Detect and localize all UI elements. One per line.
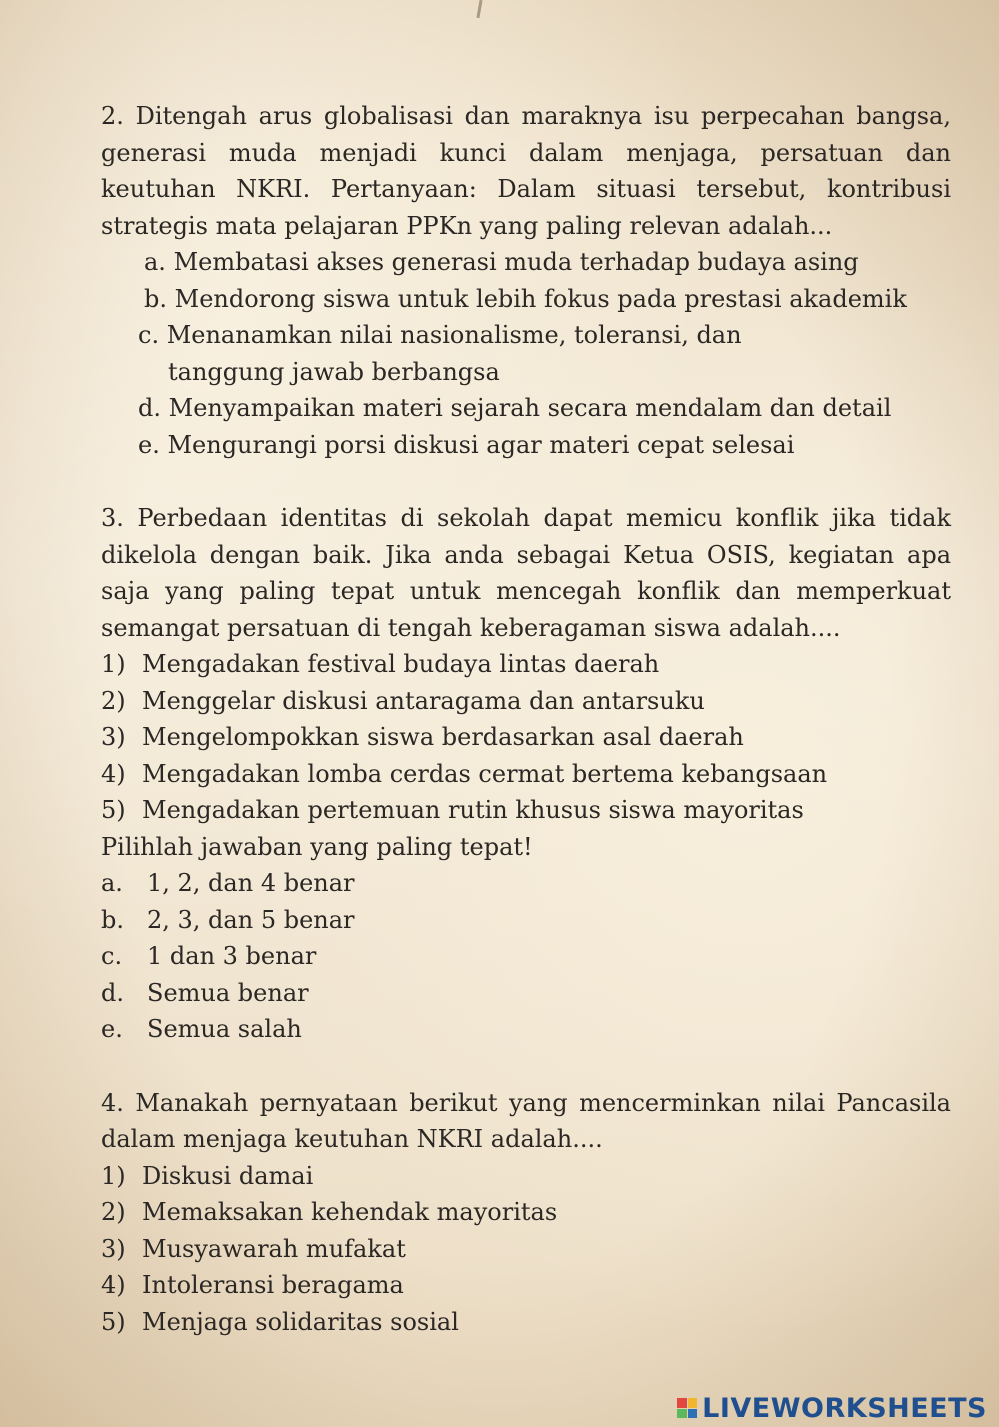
logo-mark-red [677, 1398, 687, 1408]
worksheet-page [101, 98, 951, 1340]
question-4-statement-5: 5) Menjaga solidaritas sosial [101, 1307, 459, 1336]
question-2-option-c-continued: tanggung jawab berbangsa [168, 357, 500, 386]
question-2-option-d: d. Menyampaikan materi sejarah secara mendalam dan detail [138, 394, 892, 422]
question-3-statement-2: 2) Menggelar diskusi antaragama dan antarsuku [101, 686, 705, 715]
question-2 [101, 98, 951, 463]
question-3-statement-3: 3) Mengelompokkan siswa berdasarkan asal daerah [101, 723, 744, 751]
paper-crease [476, 0, 482, 18]
question-3-statement-1: 1) Mengadakan festival budaya lintas daerah [101, 650, 660, 678]
question-3-statement-4: 4) Mengadakan lomba cerdas cermat bertema kebangsaan [101, 759, 828, 788]
question-3-instruction: Pilihlah jawaban yang paling tepat! [101, 832, 533, 861]
question-4-statement-3: 3) Musyawarah mufakat [101, 1234, 406, 1263]
logo-mark-green [677, 1409, 687, 1419]
section-gap [101, 463, 951, 500]
question-2-option-e: e. Mengurangi porsi diskusi agar materi cepat selesai [138, 430, 795, 459]
question-4-statement-2: 2) Memaksakan kehendak mayoritas [101, 1198, 558, 1226]
logo-mark-yellow [688, 1398, 698, 1408]
question-4-text: 4. Manakah pernyataan berikut yang mencerminkan nilai Pancasila dalam menjaga keutuhan NKRI adalah.... [101, 1088, 951, 1153]
question-4-statement-1: 1) Diskusi damai [101, 1161, 314, 1190]
liveworksheets-logo-icon [677, 1398, 697, 1418]
liveworksheets-logo[interactable] [677, 1393, 987, 1423]
question-3-option-c: c. 1 dan 3 benar [101, 942, 317, 970]
question-3-text: 3. Perbedaan identitas di sekolah dapat memicu konflik jika tidak dikelola dengan baik. Jika anda sebagai Ketua OSIS, kegiatan apa saja yang paling tepat untuk mencegah konflik dan memperkuat semangat persatuan di tengah keberagaman siswa adalah.... [101, 504, 951, 642]
logo-mark-blue [688, 1409, 698, 1419]
question-3 [101, 500, 951, 1048]
question-3-option-d: d. Semua benar [101, 978, 309, 1007]
question-2-option-b: b. Mendorong siswa untuk lebih fokus pada prestasi akademik [144, 284, 907, 313]
question-3-option-e: e. Semua salah [101, 1015, 302, 1043]
liveworksheets-logo-text: LIVEWORKSHEETS [702, 1392, 987, 1424]
question-4 [101, 1085, 951, 1341]
question-2-option-a: a. Membatasi akses generasi muda terhadap budaya asing [144, 248, 859, 276]
question-3-option-b: b. 2, 3, dan 5 benar [101, 905, 355, 934]
question-2-text: 2. Ditengah arus globalisasi dan maraknya isu perpecahan bangsa, generasi muda menjadi kunci dalam menjaga, persatuan dan keutuhan NKRI. Pertanyaan: Dalam situasi tersebut, kontribusi strategis mata pelajaran PPKn yang paling relevan adalah... [101, 102, 951, 240]
section-gap [101, 1048, 951, 1085]
question-3-option-a: a. 1, 2, dan 4 benar [101, 869, 355, 897]
question-4-statement-4: 4) Intoleransi beragama [101, 1271, 404, 1299]
question-3-statement-5: 5) Mengadakan pertemuan rutin khusus siswa mayoritas [101, 796, 804, 824]
question-2-option-c: c. Menanamkan nilai nasionalisme, toleransi, dan [138, 321, 742, 349]
